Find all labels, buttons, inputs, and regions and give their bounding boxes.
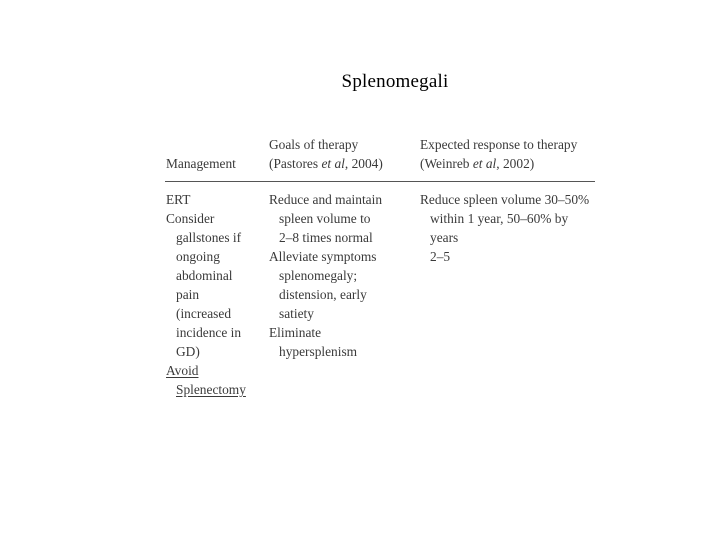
management-item: gallstones if bbox=[176, 230, 242, 245]
goals-item: splenomegaly; bbox=[279, 268, 358, 283]
header-divider bbox=[165, 181, 595, 182]
management-item: pain bbox=[176, 287, 200, 302]
management-item: Avoid bbox=[166, 363, 199, 378]
management-item: ongoing bbox=[176, 249, 220, 264]
header-goals bbox=[269, 135, 383, 173]
response-item: years bbox=[430, 230, 459, 245]
slide-title: Splenomegali bbox=[341, 71, 449, 92]
management-item: abdominal bbox=[176, 268, 233, 283]
splenomegaly-management-table bbox=[160, 135, 600, 400]
goals-item: satiety bbox=[279, 306, 314, 321]
goals-item: Eliminate bbox=[269, 325, 322, 340]
goals-item: distension, early bbox=[279, 287, 367, 302]
management-item: (increased bbox=[176, 306, 232, 321]
header-management-label: Management bbox=[166, 156, 236, 171]
management-item: ERT bbox=[166, 192, 191, 207]
header-response-citation: (Weinreb et al, 2002) bbox=[420, 156, 535, 171]
response-item: Reduce spleen volume 30–50% bbox=[420, 192, 590, 207]
management-item: Consider bbox=[166, 211, 215, 226]
goals-item: 2–8 times normal bbox=[279, 230, 373, 245]
header-management bbox=[166, 154, 236, 173]
response-item: 2–5 bbox=[430, 249, 451, 264]
goals-column bbox=[269, 190, 382, 361]
header-response bbox=[420, 135, 577, 173]
management-item: GD) bbox=[176, 344, 200, 359]
response-column bbox=[420, 190, 589, 266]
header-goals-label: Goals of therapy bbox=[269, 137, 359, 152]
response-item: within 1 year, 50–60% by bbox=[430, 211, 569, 226]
header-goals-citation: (Pastores et al, 2004) bbox=[269, 156, 383, 171]
management-item: incidence in bbox=[176, 325, 242, 340]
management-item: Splenectomy bbox=[176, 382, 246, 397]
goals-item: hypersplenism bbox=[279, 344, 358, 359]
header-response-label: Expected response to therapy bbox=[420, 137, 578, 152]
management-column bbox=[166, 190, 246, 399]
goals-item: Reduce and maintain bbox=[269, 192, 383, 207]
goals-item: Alleviate symptoms bbox=[269, 249, 377, 264]
goals-item: spleen volume to bbox=[279, 211, 371, 226]
